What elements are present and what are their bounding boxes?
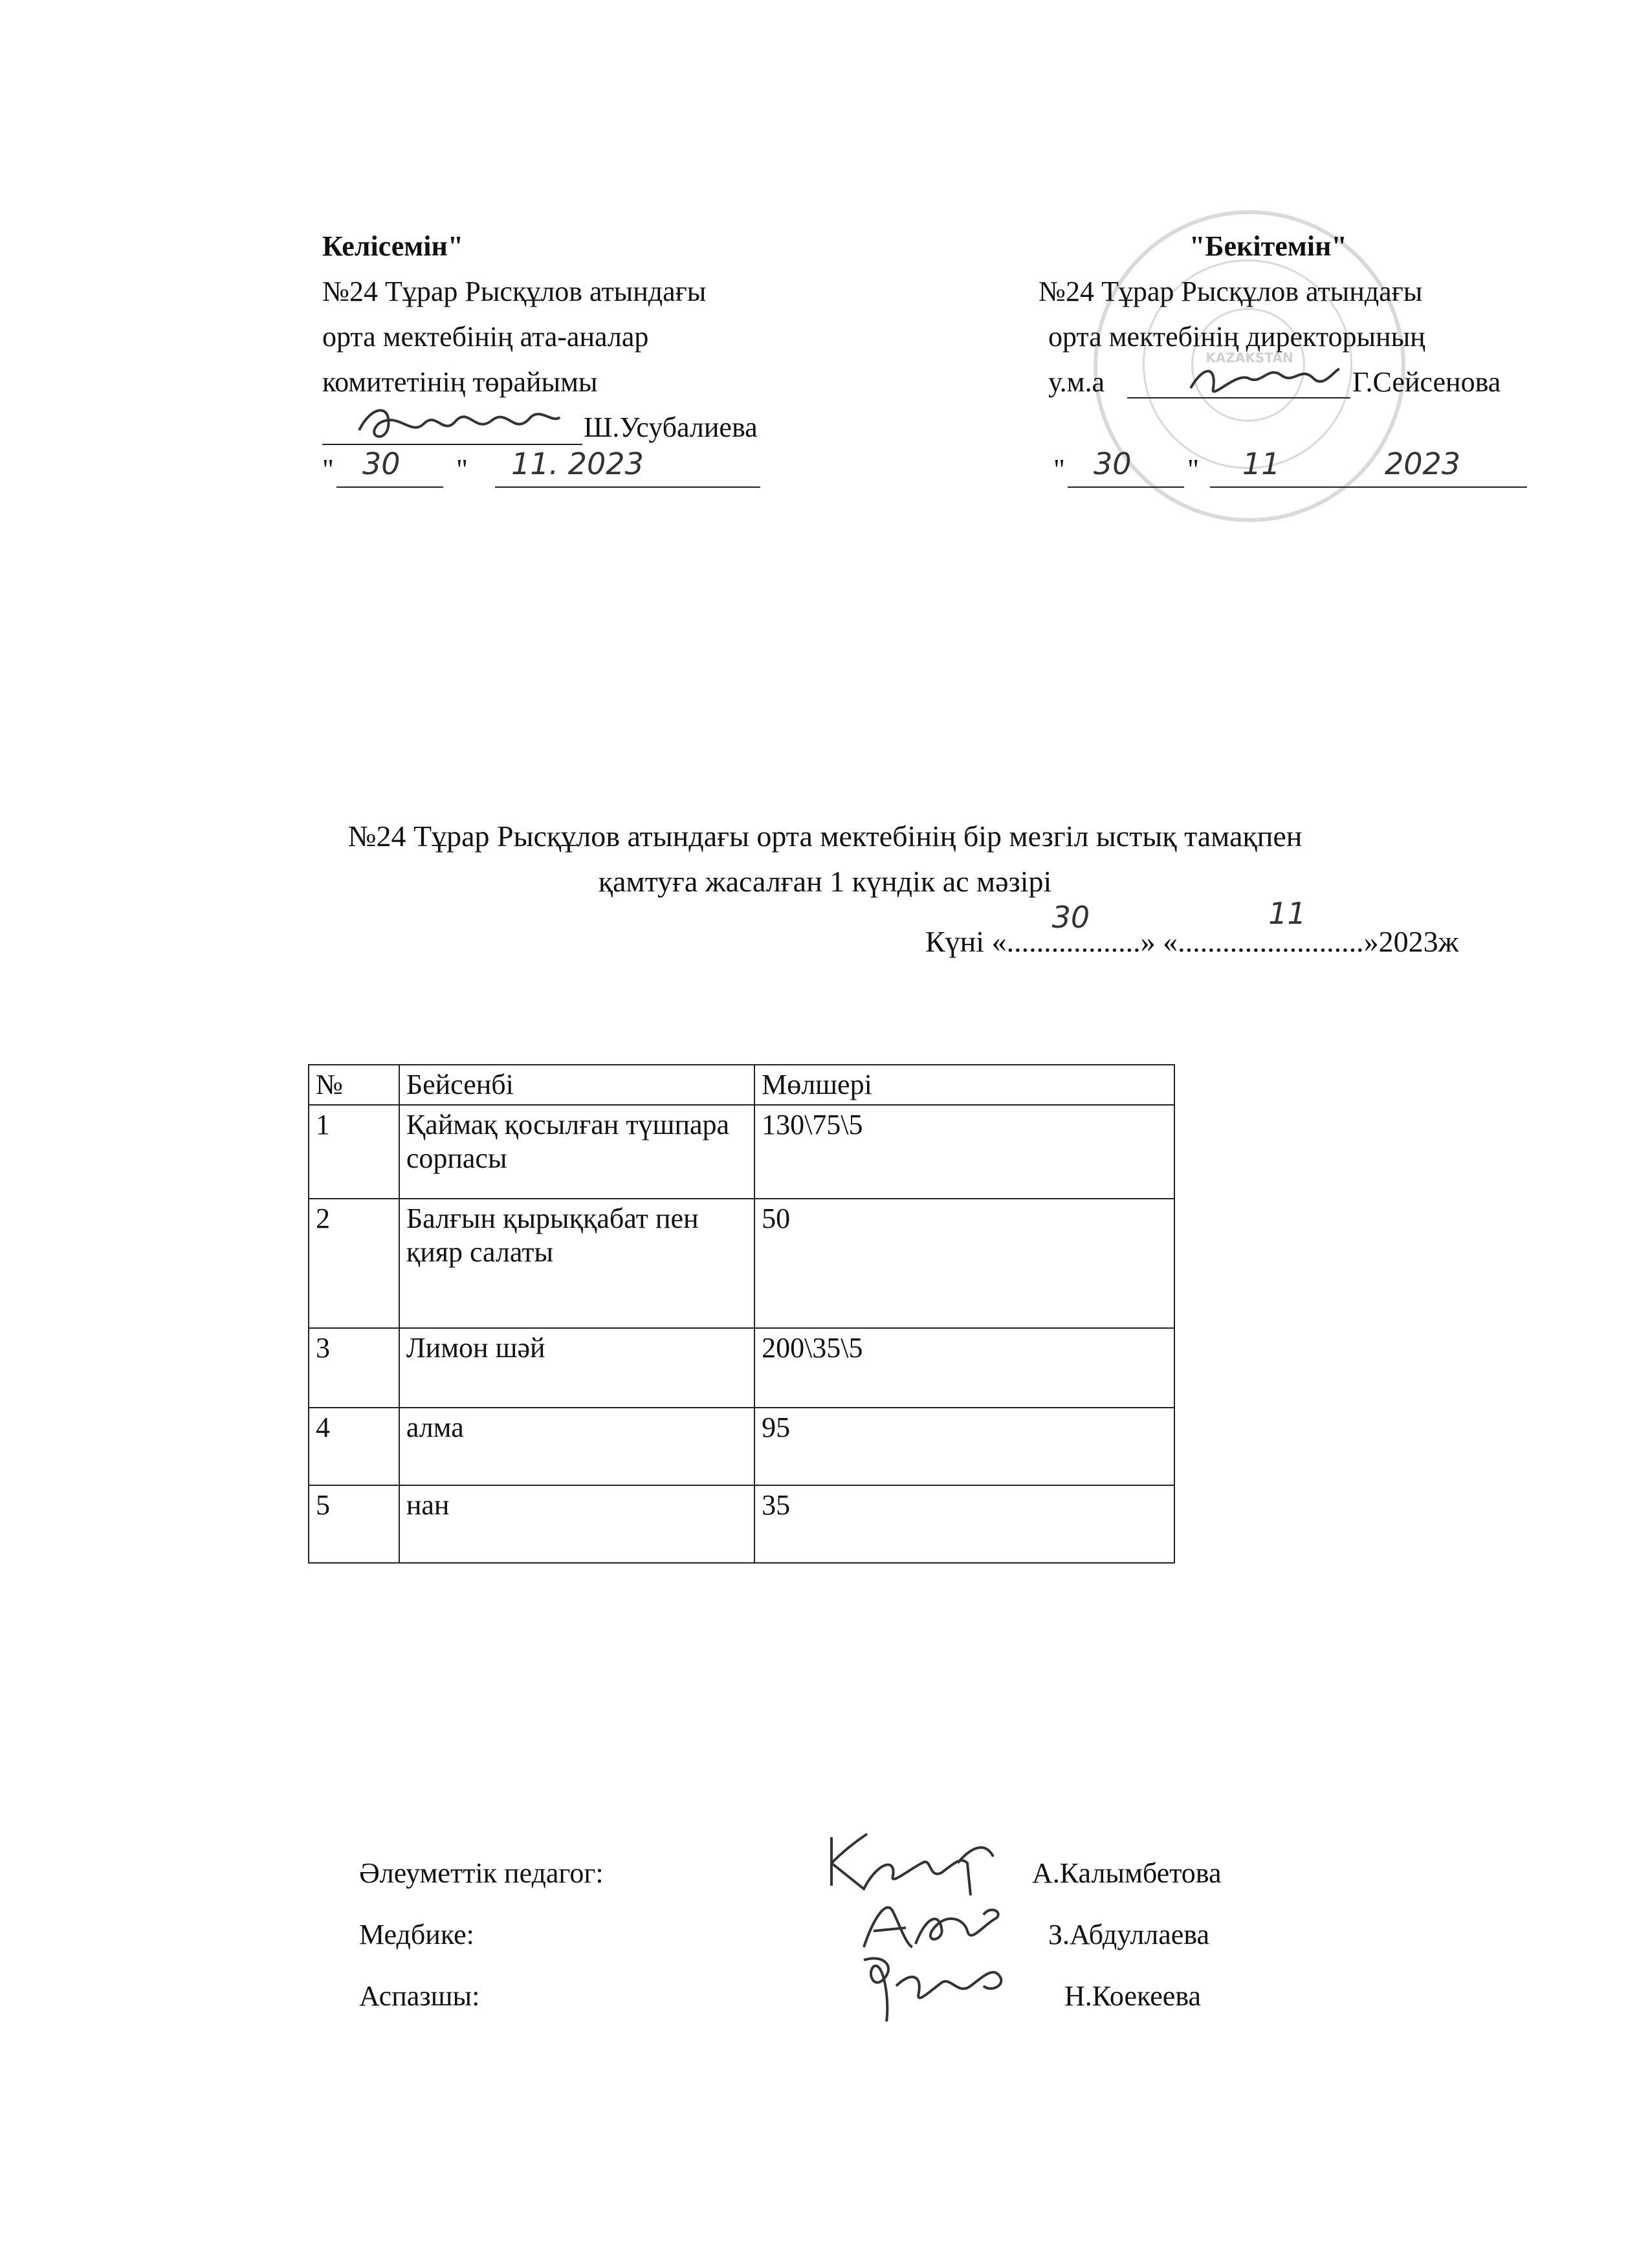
right-signature	[1184, 353, 1346, 404]
date-suffix: »2023ж	[1363, 925, 1459, 958]
signature-mark	[819, 1824, 1006, 1902]
table-row	[309, 1485, 1174, 1563]
left-date-day: 30	[362, 446, 401, 481]
right-line1: №24 Тұрар Рысқұлов атындағы	[1039, 276, 1423, 307]
right-date-month-line	[1210, 486, 1527, 488]
stamp-text: KAZAKSTAN	[1205, 350, 1293, 365]
table-row	[309, 1105, 1174, 1199]
row-number: 5	[309, 1485, 399, 1563]
row-amount: 35	[754, 1485, 1174, 1563]
left-line1: №24 Тұрар Рысқұлов атындағы	[322, 276, 707, 307]
row-dish: алма	[399, 1408, 754, 1485]
date-day-hw: 30	[1051, 900, 1090, 935]
row-dish: Лимон шәй	[399, 1328, 754, 1408]
signature-role: Әлеуметтік педагог:	[359, 1857, 604, 1889]
row-number: 3	[309, 1328, 399, 1408]
right-date-month: 11	[1242, 446, 1281, 481]
table-row	[309, 1199, 1174, 1328]
menu-title-line1: №24 Тұрар Рысқұлов атындағы орта мектебінің бір мезгіл ыстық тамақпен	[347, 820, 1303, 853]
signature-mark	[844, 1947, 1019, 2031]
right-date-close-quote: "	[1187, 453, 1199, 485]
left-date-close-quote: "	[456, 453, 468, 485]
row-dish: Балғын қырыққабат пен қияр салаты	[399, 1199, 754, 1328]
date-mid: » «	[1140, 925, 1178, 958]
right-signer-name: Г.Сейсенова	[1352, 366, 1501, 398]
signature-name: З.Абдуллаева	[1048, 1919, 1210, 1950]
row-dish: нан	[399, 1485, 754, 1563]
date-line	[925, 896, 1459, 959]
left-date-month-line	[495, 486, 760, 488]
right-line3-prefix: у.м.а	[1048, 366, 1105, 398]
row-dish: Қаймақ қосылған түшпара сорпасы	[399, 1105, 754, 1199]
menu-table	[308, 1064, 1175, 1564]
signature-role: Медбике:	[359, 1919, 474, 1950]
row-amount: 130\75\5	[754, 1105, 1174, 1199]
table-header-row	[309, 1065, 1174, 1105]
header-day: Бейсенбі	[399, 1065, 754, 1105]
table-row	[309, 1328, 1174, 1408]
row-number: 2	[309, 1199, 399, 1328]
table-row	[309, 1408, 1174, 1485]
left-date-day-line	[336, 486, 443, 488]
date-prefix: Күні «	[925, 925, 1007, 958]
right-date-year: 2023	[1385, 446, 1461, 481]
right-heading: "Бекітемін"	[1189, 230, 1347, 262]
right-date-open-quote: "	[1053, 453, 1065, 485]
row-amount: 50	[754, 1199, 1174, 1328]
left-date-month-year: 11. 2023	[511, 446, 644, 481]
date-month-hw: 11	[1268, 896, 1306, 931]
left-line3: комитетінің төрайымы	[322, 366, 598, 398]
menu-title-line2: қамтуға жасалған 1 күндік ас мәзірі	[598, 865, 1052, 898]
right-date-day-line	[1068, 486, 1184, 488]
row-amount: 95	[754, 1408, 1174, 1485]
date-month-field: ......................... 11	[1178, 896, 1364, 958]
left-signer-name: Ш.Усубалиева	[584, 411, 758, 443]
left-line2: орта мектебінің ата-аналар	[322, 321, 649, 353]
right-date-day: 30	[1094, 446, 1132, 481]
right-line2: орта мектебінің директорының	[1048, 321, 1425, 353]
row-amount: 200\35\5	[754, 1328, 1174, 1408]
signature-name: Н.Коекеева	[1064, 1980, 1202, 2012]
left-heading: Келісемін"	[322, 230, 464, 262]
header-number: №	[309, 1065, 399, 1105]
row-number: 1	[309, 1105, 399, 1199]
left-signature	[353, 398, 566, 453]
signature-name: А.Калымбетова	[1032, 1857, 1222, 1889]
date-day-field: .................. 30	[1006, 900, 1141, 958]
row-number: 4	[309, 1408, 399, 1485]
header-amount: Мөлшері	[754, 1065, 1174, 1105]
left-date-open-quote: "	[322, 453, 334, 485]
signature-role: Аспазшы:	[359, 1980, 480, 2012]
